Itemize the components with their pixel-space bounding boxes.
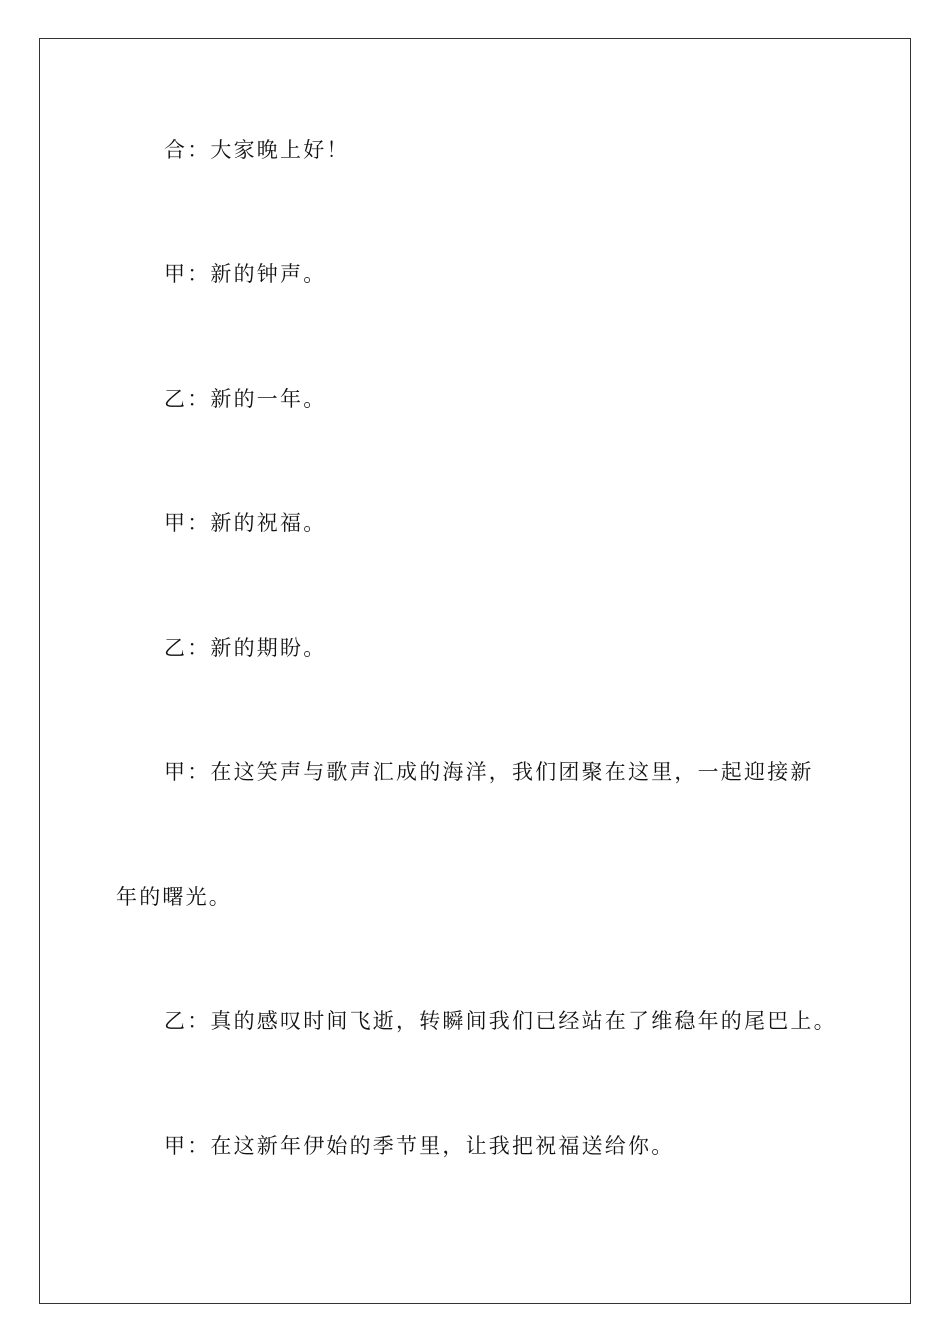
- text-line: 甲：在这新年伊始的季节里，让我把祝福送给你。: [164, 1134, 675, 1158]
- text-line: 甲：在这笑声与歌声汇成的海洋，我们团聚在这里，一起迎接新: [164, 760, 814, 784]
- text-line: 年的曙光。: [116, 885, 232, 909]
- text-line: 乙：真的感叹时间飞逝，转瞬间我们已经站在了维稳年的尾巴上。: [164, 1009, 837, 1033]
- text-line: 合：大家晚上好！: [164, 138, 350, 162]
- text-line: 乙：新的一年。: [164, 387, 327, 411]
- text-line: 甲：新的祝福。: [164, 511, 327, 535]
- text-line: 乙：新的期盼。: [164, 636, 327, 660]
- text-line: 甲：新的钟声。: [164, 262, 327, 286]
- page-border: [39, 38, 911, 1304]
